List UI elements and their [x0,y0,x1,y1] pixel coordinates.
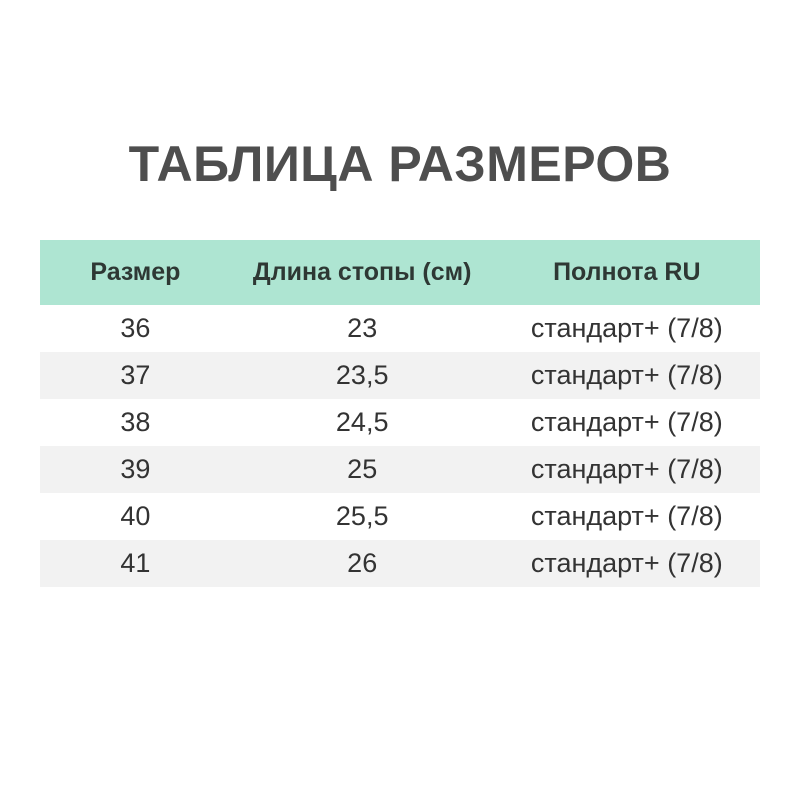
table-cell-col3: стандарт+ (7/8) [530,548,723,578]
page-title: ТАБЛИЦА РАЗМЕРОВ [128,136,672,192]
table-row [40,493,760,540]
size-table [40,240,760,587]
header-row [40,240,760,305]
table-cell-col3: стандарт+ (7/8) [530,360,723,390]
table-cell-col2: 24,5 [335,407,389,437]
table-cell-col1: 41 [120,548,151,578]
table-cell-col3: стандарт+ (7/8) [530,501,723,531]
table-row [40,399,760,446]
table-cell-col1: 39 [120,454,151,484]
table-cell-col1: 36 [120,313,151,343]
table-cell-col2: 25 [347,454,378,484]
column-header-3: Полнота RU [494,240,760,305]
table-cell-col3: стандарт+ (7/8) [530,407,723,437]
size-table-body [40,305,760,587]
table-cell-col3: стандарт+ (7/8) [530,454,723,484]
table-cell-col1: 40 [120,501,151,531]
column-header-2: Длина стопы (см) [231,240,494,305]
table-cell-col1: 38 [120,407,151,437]
size-table-container [40,240,760,587]
table-row [40,540,760,587]
table-cell-col2: 23,5 [335,360,389,390]
table-row [40,305,760,352]
table-cell-col2: 26 [347,548,378,578]
table-cell-col3: стандарт+ (7/8) [530,313,723,343]
column-header-1: Размер [40,240,231,305]
table-cell-col2: 25,5 [335,501,389,531]
table-row [40,352,760,399]
size-table-header [40,240,760,305]
table-row [40,446,760,493]
table-cell-col1: 37 [120,360,151,390]
table-cell-col2: 23 [347,313,378,343]
